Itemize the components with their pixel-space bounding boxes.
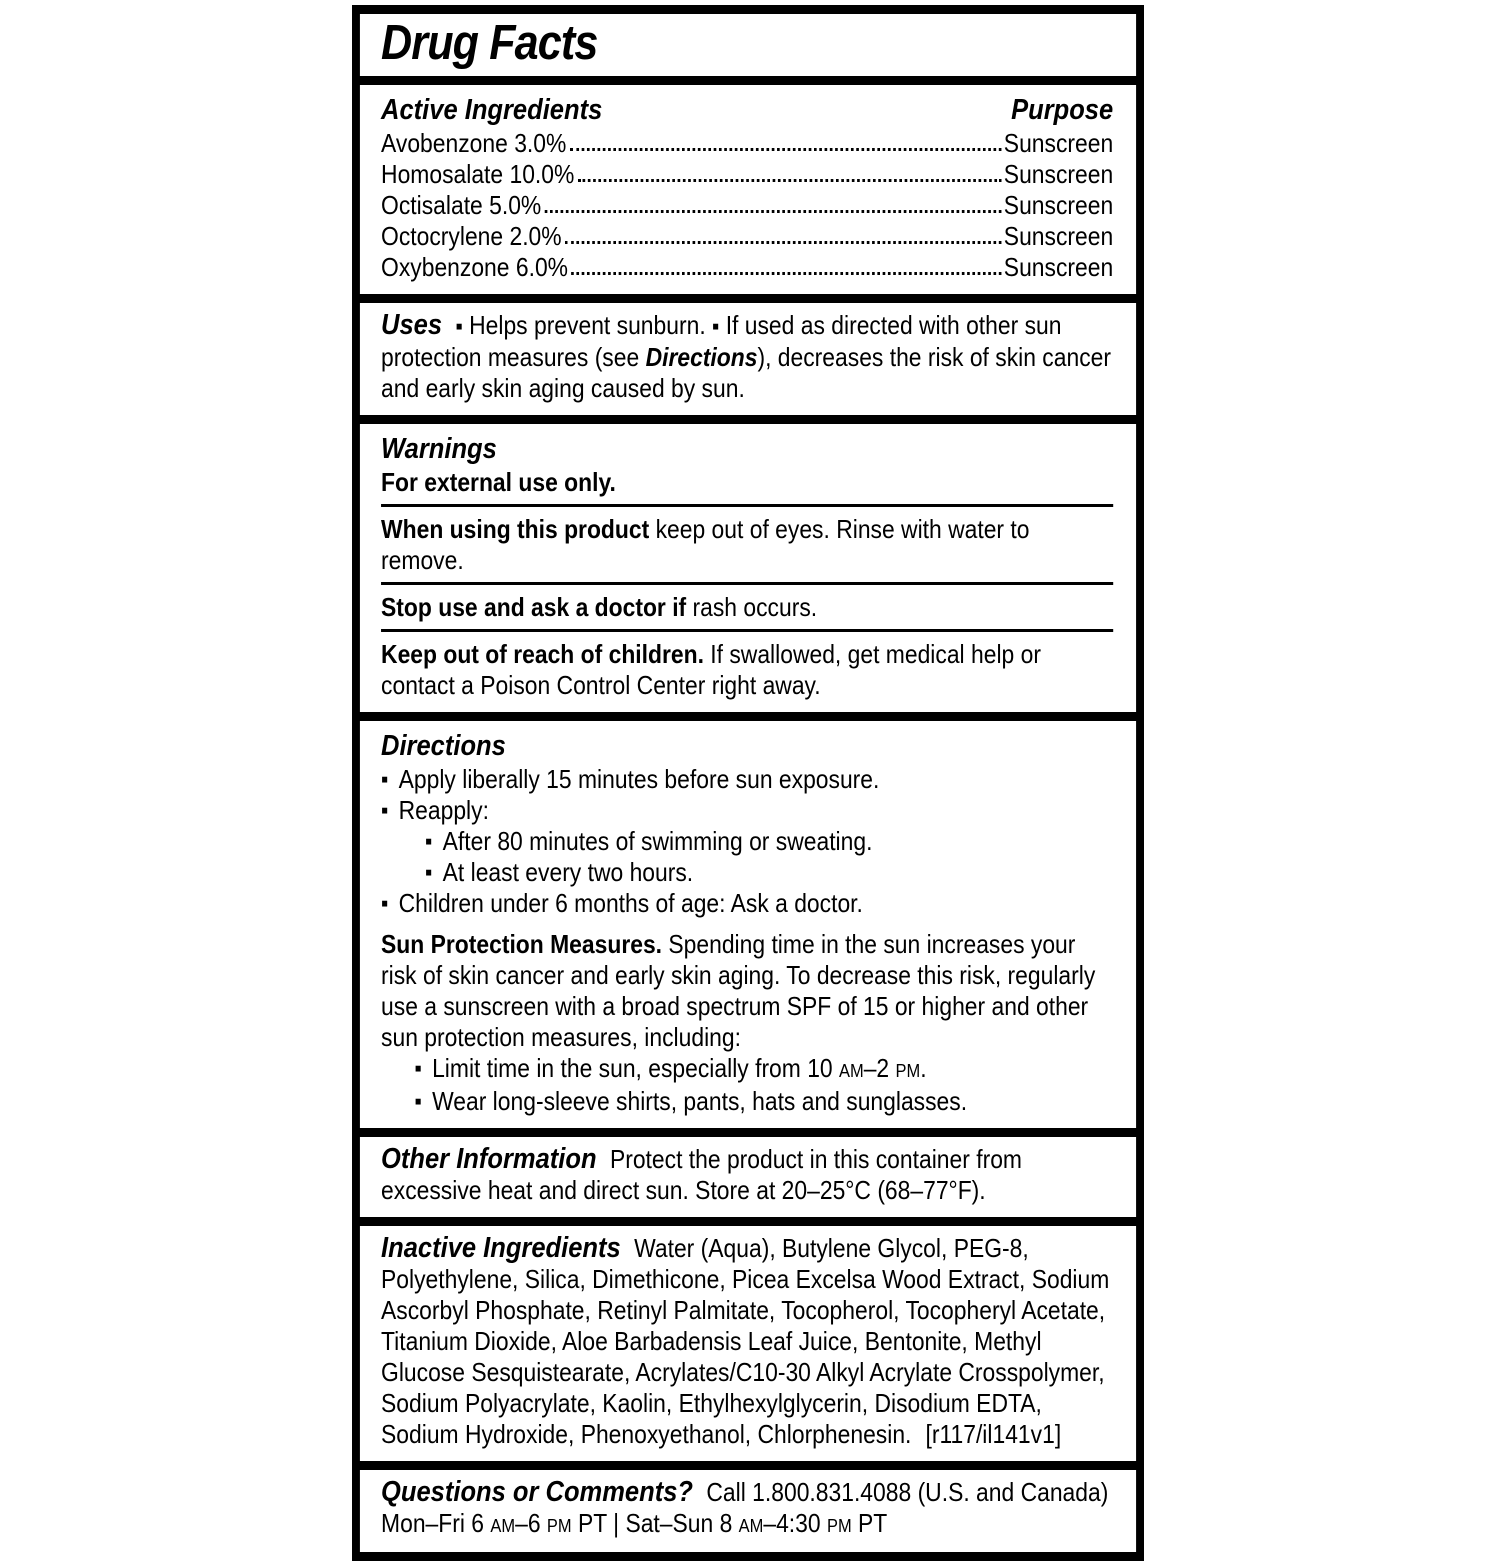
text-segment: After 80 minutes of swimming or sweating.: [442, 826, 873, 856]
text-segment: ), decreases the risk of skin cancer and early skin aging caused by sun.: [381, 342, 1111, 403]
separator-rule: [381, 582, 1113, 585]
ingredient-row: [381, 190, 1113, 221]
dotted-leader: [572, 272, 1002, 275]
inactive-ingredients-text: [381, 1233, 1113, 1450]
directions-sub-bullet-item: [425, 857, 1113, 888]
drug-facts-label: [352, 5, 1144, 1561]
directions-bullet-item: [381, 764, 1113, 795]
text-segment: –6: [515, 1508, 547, 1538]
warning-para: [381, 592, 1113, 623]
active-ingredients-heading: Active Ingredients: [381, 94, 603, 126]
text-segment: Keep out of reach of children.: [381, 639, 704, 669]
section-other-information: [360, 1137, 1136, 1217]
text-segment: rash occurs.: [686, 592, 818, 622]
directions-sub-bullet-item: [425, 826, 1113, 857]
text-segment: –4:30: [763, 1508, 827, 1538]
ingredient-row: [381, 252, 1113, 283]
text-segment: PT | Sat–Sun 8: [571, 1508, 739, 1538]
dotted-leader: [578, 179, 1001, 182]
section-warnings: [360, 424, 1136, 712]
text-segment: Inactive Ingredients: [381, 1232, 621, 1264]
text-segment: .: [920, 1053, 927, 1083]
section-active-ingredients: [360, 85, 1136, 294]
text-segment: Protect the product in this container from excessive heat and direct sun. Store at 20–25°C (68–77°F).: [381, 1144, 1022, 1205]
text-segment: If swallowed, get medical help or contact a Poison Control Center right away.: [381, 639, 1041, 700]
warning-para: [381, 639, 1113, 701]
warnings-heading: Warnings: [381, 433, 497, 465]
directions-bullet-text: [399, 795, 489, 826]
section-questions: [360, 1470, 1136, 1552]
bullet-icon: ▪: [414, 1055, 422, 1081]
text-segment: Apply liberally 15 minutes before sun exposure.: [398, 764, 880, 794]
warning-para: [381, 467, 1113, 498]
sun-protection-para: [381, 929, 1113, 1053]
ingredient-purpose: Sunscreen: [1003, 252, 1114, 282]
bullet-icon: ▪: [381, 766, 389, 792]
sun-protection-bullet-item: [414, 1053, 1113, 1086]
text-segment: Stop use and ask a doctor if: [381, 592, 687, 622]
text-segment: Directions: [645, 342, 758, 372]
sun-protection-bullet-text: [432, 1053, 927, 1086]
text-segment: PT: [851, 1508, 888, 1538]
bullet-icon: ▪: [425, 828, 433, 854]
text-segment: Sun Protection Measures.: [381, 929, 663, 959]
text-segment: AM: [490, 1515, 516, 1536]
text-segment: Questions or Comments?: [381, 1476, 693, 1508]
bullet-icon: ▪: [414, 1088, 422, 1114]
ingredient-name: Octocrylene 2.0%: [381, 221, 562, 251]
purpose-heading: Purpose: [1011, 94, 1114, 126]
ingredient-purpose: Sunscreen: [1003, 190, 1114, 220]
ingredient-purpose: Sunscreen: [1003, 159, 1114, 189]
text-segment: Other Information: [381, 1143, 597, 1175]
sun-protection-bullet-text: [432, 1086, 967, 1117]
warning-para: [381, 514, 1113, 576]
text-segment: For external use only.: [381, 467, 616, 497]
sun-protection-bullet-item: [414, 1086, 1113, 1117]
text-segment: Reapply:: [398, 795, 489, 825]
text-segment: When using this product: [381, 514, 650, 544]
directions-bullet-item: [381, 888, 1113, 919]
uses-text: [381, 310, 1113, 404]
questions-line-1: [381, 1477, 1113, 1508]
drug-facts-title: Drug Facts: [381, 16, 598, 70]
text-segment: Water (Aqua), Butylene Glycol, PEG-8, Polyethylene, Silica, Dimethicone, Picea Excelsa Wood Extract, Sodium Ascorbyl Phosphate, Retinyl Palmitate, Tocopherol, Tocopheryl Acetate, Titanium Dioxide, Aloe Barbadensis Leaf Juice, Bentonite, Methyl Glucose Sesquistearate, Acrylates/C10-30 Alkyl Acrylate Crosspolymer, Sodium Polyacrylate, Kaolin, Ethylhexylglycerin, Disodium EDTA, Sodium Hydroxide, Phenoxyethanol, Chlorphenesin.: [381, 1233, 1110, 1449]
text-segment: Children under 6 months of age: Ask a doctor.: [398, 888, 863, 918]
bullet-icon: ▪: [712, 313, 720, 339]
questions-line-2: [381, 1508, 1113, 1541]
text-segment: Uses: [381, 309, 443, 341]
bullet-icon: ▪: [455, 313, 463, 339]
section-title: [360, 14, 1136, 76]
text-segment: PM: [546, 1515, 572, 1536]
text-segment: Wear long-sleeve shirts, pants, hats and sunglasses.: [432, 1086, 968, 1116]
other-information-text: [381, 1144, 1113, 1206]
text-segment: keep out of eyes. Rinse with water to remove.: [381, 514, 1030, 575]
text-segment: At least every two hours.: [442, 857, 694, 887]
text-segment: [r117/il141v1]: [925, 1419, 1062, 1449]
active-ingredients-header: [381, 92, 1113, 128]
text-segment: AM: [839, 1060, 864, 1081]
text-segment: AM: [738, 1515, 764, 1536]
text-segment: If used as directed with other sun protection measures (see: [381, 310, 1062, 372]
ingredient-name: Avobenzone 3.0%: [381, 128, 567, 158]
dotted-leader: [545, 210, 1001, 213]
bullet-icon: ▪: [381, 890, 389, 916]
bullet-icon: ▪: [381, 797, 389, 823]
section-uses: [360, 303, 1136, 415]
ingredient-name: Oxybenzone 6.0%: [381, 252, 569, 282]
separator-rule: [381, 504, 1113, 507]
ingredient-name: Homosalate 10.0%: [381, 159, 575, 189]
text-segment: Spending time in the sun increases your risk of skin cancer and early skin aging. To decrease this risk, regularly use a sunscreen with a broad spectrum SPF of 15 or higher and other sun protection measures, including:: [381, 929, 1096, 1052]
directions-bullet-text: [443, 857, 694, 888]
ingredient-row: [381, 128, 1113, 159]
text-segment: Limit time in the sun, especially from 10: [432, 1053, 840, 1083]
text-segment: Mon–Fri 6: [381, 1508, 491, 1538]
text-segment: Call 1.800.831.4088 (U.S. and Canada): [700, 1477, 1109, 1507]
text-segment: –2: [863, 1053, 896, 1083]
separator-rule: [381, 629, 1113, 632]
section-inactive-ingredients: [360, 1226, 1136, 1461]
directions-bullet-text: [399, 764, 880, 795]
dotted-leader: [570, 148, 1001, 151]
ingredient-purpose: Sunscreen: [1003, 221, 1114, 251]
text-segment: PM: [895, 1060, 921, 1081]
ingredient-row: [381, 221, 1113, 252]
section-directions: [360, 721, 1136, 1128]
text-segment: PM: [826, 1515, 852, 1536]
text-segment: Helps prevent sunburn.: [462, 310, 713, 340]
ingredient-purpose: Sunscreen: [1003, 128, 1114, 158]
dotted-leader: [565, 241, 1001, 244]
directions-bullet-text: [399, 888, 863, 919]
ingredient-name: Octisalate 5.0%: [381, 190, 542, 220]
directions-bullet-text: [443, 826, 873, 857]
directions-heading: Directions: [381, 730, 506, 762]
ingredient-row: [381, 159, 1113, 190]
directions-bullet-item: [381, 795, 1113, 826]
bullet-icon: ▪: [425, 859, 433, 885]
